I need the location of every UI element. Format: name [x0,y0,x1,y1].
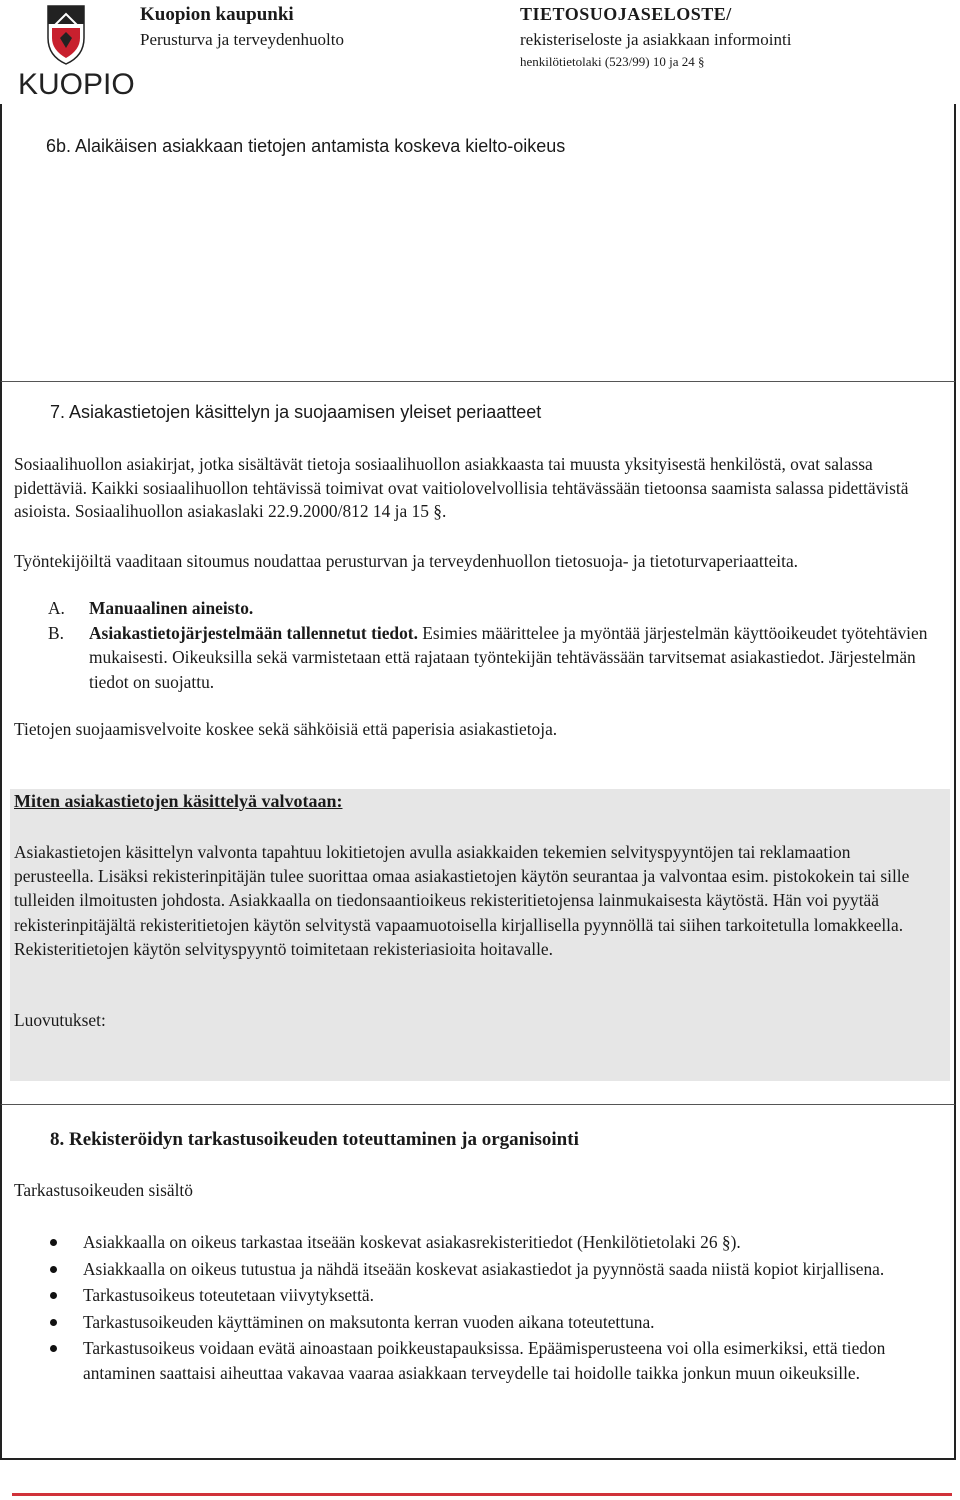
list-item-text: Tarkastusoikeuden käyttäminen on maksutonta kerran vuoden aikana toteutettuna. [83,1311,655,1332]
list-item [48,596,938,621]
list-item-text: Tarkastusoikeus toteutetaan viivytyksettä. [83,1285,374,1305]
list-item-text: Asiakkaalla on oikeus tutustua ja nähdä itseään koskevat asiakastiedot ja pyynnöstä saada niistä kopiot kirjallisena. [83,1258,885,1279]
list-item [50,1336,930,1385]
organization-name: Kuopion kaupunki [140,4,294,25]
list-item-text: Esimies määrittelee ja myöntää järjestelmän käyttöoikeudet työtehtävien mukaisesti. Oikeuksilla sekä varmistetaan että rajataan työntekijän tehtävässään tarvitsemat asiakastiedot. Järjestelmän tiedot on suojattu. [89,622,928,692]
organization-unit: Perusturva ja terveydenhuolto [140,30,344,49]
bullet-icon [50,1239,57,1246]
monitoring-heading: Miten asiakastietojen käsittelyä valvotaan: [14,791,343,811]
kuopio-logo [14,4,135,104]
list-item-label: B. [48,622,64,643]
monitoring-text: Asiakastietojen käsittelyn valvonta tapahtuu lokitietojen avulla asiakkaiden tekemien selvityspyyntöjen tai reklamaation perusteella. Lisäksi rekisterinpitäjän tulee suorittaa omaa asiakastietojen käytön seurantaa ja valvontaa esim. pistokokein tai sille tulleiden ilmoitusten johdosta. Asiakkaalla on tiedonsaantioikeus rekisteritietojensa lainmukaisesta käytöstä. Hän voi pyytää rekisterinpitäjältä rekisteritietojen käytön selvitystä vapaamuotoisella kirjallisella pyynnöllä tai siihen tarkoitetulla lomakkeella. Rekisteritietojen käytön selvityspyyntö toimitetaan rekisteriasioita hoitavalle. [14,842,910,959]
list-item [48,621,938,695]
document-title: TIETOSUOJASELOSTE/ [520,4,732,24]
bullet-icon [50,1345,57,1352]
list-item [50,1257,930,1282]
section-7-title: 7. Asiakastietojen käsittelyn ja suojaamisen yleiset periaatteet [50,402,542,422]
list-item-text: Asiakkaalla on oikeus tarkastaa itseään koskevat asiakasrekisteritiedot (Henkilötietolaki 26 §). [83,1232,741,1252]
bullet-icon [50,1266,57,1273]
section-7-paragraph-protection: Tietojen suojaamisvelvoite koskee sekä sähköisiä että paperisia asiakastietoja. [14,719,558,739]
list-item-label: A. [48,598,65,618]
list-item [50,1230,930,1255]
data-type-list [48,596,938,694]
section-6b-title: 6b. Alaikäisen asiakkaan tietojen antamista koskeva kielto-oikeus [46,136,566,156]
kuopio-coat-of-arms-icon [14,4,135,104]
section-8-title: 8. Rekisteröidyn tarkastusoikeuden toteuttaminen ja organisointi [50,1129,579,1150]
inspection-rights-list [50,1230,930,1387]
section-7-paragraph-confidentiality: Sosiaalihuollon asiakirjat, jotka sisältävät tietoja sosiaalihuollon asiakkaasta tai muusta yksityisestä henkilöstä, ovat salassa pidettäviä. Kaikki sosiaalihuollon tehtävissä toimivat ovat vaitiolovelvollisia tehtävässään tietoonsa saamista salassa pidettävistä asioista. Sosiaalihuollon asiakaslaki 22.9.2000/812 14 ja 15 §. [14,454,909,521]
bullet-icon [50,1319,57,1326]
document-law-reference: henkilötietolaki (523/99) 10 ja 24 § [520,54,705,69]
section-8-subtitle: Tarkastusoikeuden sisältö [14,1180,193,1200]
footer-divider [12,1493,952,1496]
list-item [50,1310,930,1335]
document-subtitle: rekisteriseloste ja asiakkaan informointi [520,30,792,49]
list-item-content [89,621,938,695]
bullet-icon [50,1292,57,1299]
svg-text:KUOPIO: KUOPIO [18,68,135,101]
list-item-text: Manuaalinen aineisto. [89,598,254,618]
section-7-paragraph-commitment: Työntekijöiltä vaaditaan sitoumus noudattaa perusturvan ja terveydenhuollon tietosuoja- ja tietoturvaperiaatteita. [14,551,799,571]
list-item-bold-text: Asiakastietojärjestelmään tallennetut tiedot. [89,622,418,643]
disclosures-label: Luovutukset: [14,1010,106,1030]
list-item-text: Tarkastusoikeus voidaan evätä ainoastaan poikkeustapauksissa. Epäämisperusteena voi olla esimerkiksi, että tiedon antaminen saattaisi aiheuttaa vakavaa vaaraa asiakkaan terveydelle tai hoidolle taikka jonkun muun oikeuksille. [83,1338,886,1383]
list-item [50,1283,930,1308]
